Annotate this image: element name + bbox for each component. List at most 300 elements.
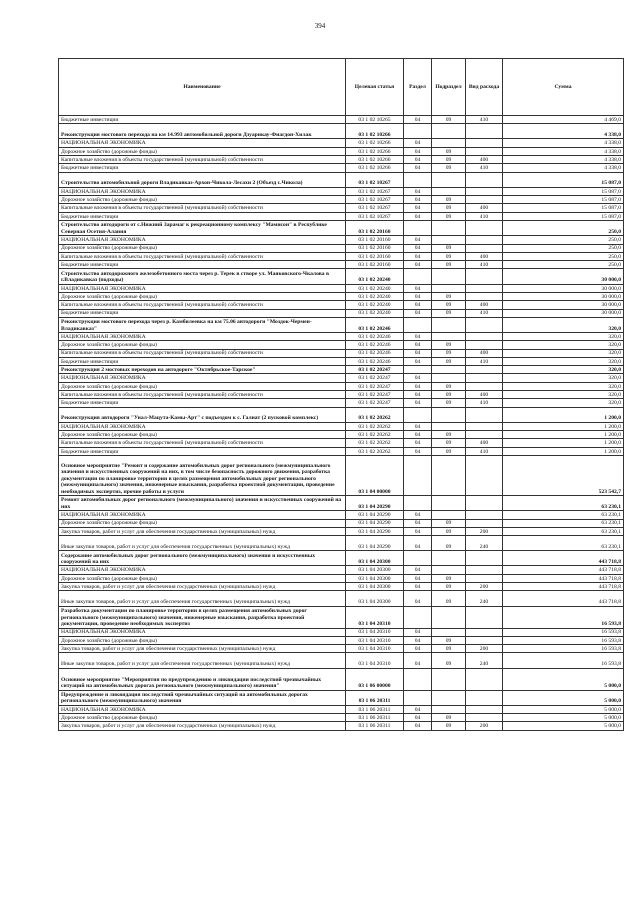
- cell-section: 04: [404, 705, 432, 713]
- table-row: [59, 551, 624, 566]
- cell-name: НАЦИОНАЛЬНАЯ ЭКОНОМИКА: [59, 628, 346, 636]
- cell-section: 04: [404, 527, 432, 535]
- table-row: [59, 366, 624, 374]
- cell-section: 04: [404, 391, 432, 399]
- table-row: [59, 722, 624, 730]
- cell-section: 04: [404, 284, 432, 292]
- table-row: [59, 447, 624, 455]
- cell-type: 200: [466, 527, 503, 535]
- cell-type: [466, 690, 503, 705]
- cell-code: 03 1 04 20290: [346, 536, 404, 551]
- cell-code: 03 1 02 20160: [346, 244, 404, 252]
- cell-subsection: 09: [432, 447, 466, 455]
- cell-name: Бюджетные инвестиции: [59, 447, 346, 455]
- cell-type: [466, 574, 503, 582]
- cell-type: 200: [466, 583, 503, 591]
- table-row: [59, 574, 624, 582]
- cell-code: 03 1 02 10267: [346, 172, 404, 187]
- cell-name: НАЦИОНАЛЬНАЯ ЭКОНОМИКА: [59, 422, 346, 430]
- cell-sum: 250,0: [503, 261, 624, 269]
- table-row: [59, 527, 624, 535]
- cell-code: 03 1 04 20310: [346, 628, 404, 636]
- cell-name: Реконструкция 2 мостовых переходов на автодороге "Октябрьское-Тарское": [59, 366, 346, 374]
- cell-code: 03 1 02 10266: [346, 139, 404, 147]
- cell-subsection: 09: [432, 653, 466, 668]
- cell-sum: 5 000,0: [503, 722, 624, 730]
- cell-type: 410: [466, 309, 503, 317]
- header-subsection: Подраздел: [432, 59, 466, 116]
- cell-type: 400: [466, 204, 503, 212]
- cell-name: Бюджетные инвестиции: [59, 309, 346, 317]
- cell-section: [404, 124, 432, 139]
- cell-section: [404, 456, 432, 496]
- cell-sum: 320,0: [503, 399, 624, 407]
- cell-sum: 16 593,8: [503, 653, 624, 668]
- cell-subsection: 09: [432, 261, 466, 269]
- table-row: [59, 269, 624, 284]
- cell-section: [404, 551, 432, 566]
- cell-name: Дорожное хозяйство (дорожные фонды): [59, 244, 346, 252]
- cell-subsection: [432, 496, 466, 511]
- cell-name: НАЦИОНАЛЬНАЯ ЭКОНОМИКА: [59, 511, 346, 519]
- cell-sum: 16 593,8: [503, 645, 624, 653]
- cell-name: Дорожное хозяйство (дорожные фонды): [59, 382, 346, 390]
- cell-name: Строительство автодорожного железобетонного моста через р. Терек в створе ул. Маяковского-Чкалова в г.Владикавказ (подходы): [59, 269, 346, 284]
- cell-subsection: 09: [432, 212, 466, 220]
- cell-sum: 523 542,7: [503, 456, 624, 496]
- cell-name: Дорожное хозяйство (дорожные фонды): [59, 431, 346, 439]
- cell-code: 03 1 02 20262: [346, 447, 404, 455]
- header-type: Вид расхода: [466, 59, 503, 116]
- cell-subsection: 09: [432, 341, 466, 349]
- table-row: [59, 391, 624, 399]
- header-sum: Сумма: [503, 59, 624, 116]
- table-row: [59, 341, 624, 349]
- cell-section: 04: [404, 439, 432, 447]
- cell-section: 04: [404, 447, 432, 455]
- cell-code: 03 1 02 20247: [346, 382, 404, 390]
- cell-sum: 63 230,1: [503, 496, 624, 511]
- cell-subsection: 09: [432, 399, 466, 407]
- cell-sum: 443 718,8: [503, 551, 624, 566]
- table-row: [59, 309, 624, 317]
- cell-type: 410: [466, 357, 503, 365]
- cell-subsection: 09: [432, 714, 466, 722]
- cell-code: 03 1 02 10266: [346, 164, 404, 172]
- table-row: [59, 204, 624, 212]
- cell-name: Бюджетные инвестиции: [59, 357, 346, 365]
- table-row: [59, 566, 624, 574]
- table-row: [59, 519, 624, 527]
- cell-subsection: 09: [432, 147, 466, 155]
- cell-name: Дорожное хозяйство (дорожные фонды): [59, 196, 346, 204]
- cell-type: [466, 332, 503, 340]
- header-code: Целевая статья: [346, 59, 404, 116]
- cell-subsection: 09: [432, 636, 466, 644]
- cell-subsection: [432, 690, 466, 705]
- cell-subsection: [432, 407, 466, 422]
- cell-sum: 16 593,8: [503, 628, 624, 636]
- cell-code: 03 1 02 20262: [346, 422, 404, 430]
- cell-sum: 30 000,0: [503, 284, 624, 292]
- cell-subsection: [432, 456, 466, 496]
- cell-name: НАЦИОНАЛЬНАЯ ЭКОНОМИКА: [59, 139, 346, 147]
- cell-subsection: 09: [432, 645, 466, 653]
- cell-name: Дорожное хозяйство (дорожные фонды): [59, 714, 346, 722]
- cell-type: [466, 124, 503, 139]
- cell-code: 03 1 06 00000: [346, 668, 404, 690]
- cell-code: 03 1 02 20246: [346, 349, 404, 357]
- cell-sum: 15 087,0: [503, 196, 624, 204]
- cell-code: 03 1 02 10267: [346, 204, 404, 212]
- table-row: [59, 116, 624, 124]
- cell-name: НАЦИОНАЛЬНАЯ ЭКОНОМИКА: [59, 705, 346, 713]
- table-row: [59, 187, 624, 195]
- table-row: [59, 147, 624, 155]
- cell-section: 04: [404, 431, 432, 439]
- cell-name: Основное мероприятие "Ремонт и содержание автомобильных дорог регионального (межмуниципального значения и искусственных сооружений на них, в том числе безопасность дорожного движения, разработка документации по планировке территории в целях размещения автомобильных дорог регионального (межмуниципального) значения, инженерные изыскания, разработка проектной документации, проведение необходимых экспертиз, прочие работы и услуги: [59, 456, 346, 496]
- cell-type: 410: [466, 399, 503, 407]
- cell-code: 03 1 02 20160: [346, 221, 404, 236]
- cell-subsection: [432, 172, 466, 187]
- cell-code: 03 1 04 20300: [346, 551, 404, 566]
- cell-name: Капитальные вложения в объекты государственной (муниципальной) собственности: [59, 439, 346, 447]
- cell-section: 04: [404, 382, 432, 390]
- cell-type: 240: [466, 653, 503, 668]
- cell-code: 03 1 02 20240: [346, 269, 404, 284]
- cell-code: 03 1 04 20310: [346, 645, 404, 653]
- cell-sum: 63 230,1: [503, 519, 624, 527]
- cell-subsection: 09: [432, 722, 466, 730]
- cell-name: Бюджетные инвестиции: [59, 261, 346, 269]
- cell-code: 03 1 04 20300: [346, 574, 404, 582]
- cell-type: [466, 269, 503, 284]
- cell-subsection: [432, 606, 466, 628]
- cell-name: Основное мероприятие "Мероприятия по предупреждению и ликвидации последствий чрезвычайных ситуаций на автомобильных дорогах регионального (межмуниципального) значения": [59, 668, 346, 690]
- cell-subsection: [432, 374, 466, 382]
- cell-name: Капитальные вложения в объекты государственной (муниципальной) собственности: [59, 156, 346, 164]
- cell-sum: 320,0: [503, 357, 624, 365]
- cell-sum: 1 200,0: [503, 407, 624, 422]
- cell-subsection: 09: [432, 204, 466, 212]
- table-row: [59, 636, 624, 644]
- cell-type: 400: [466, 391, 503, 399]
- cell-section: [404, 172, 432, 187]
- cell-section: 04: [404, 147, 432, 155]
- cell-sum: 4 469,0: [503, 116, 624, 124]
- cell-type: [466, 606, 503, 628]
- cell-sum: 15 087,0: [503, 212, 624, 220]
- table-row: [59, 422, 624, 430]
- cell-code: 03 1 02 20240: [346, 292, 404, 300]
- cell-name: НАЦИОНАЛЬНАЯ ЭКОНОМИКА: [59, 566, 346, 574]
- cell-name: Ремонт автомобильных дорог регионального (межмуниципального) значения и искусственных сооружений на них: [59, 496, 346, 511]
- cell-code: 03 1 02 10265: [346, 116, 404, 124]
- header-section: Раздел: [404, 59, 432, 116]
- cell-type: [466, 196, 503, 204]
- cell-name: Капитальные вложения в объекты государственной (муниципальной) собственности: [59, 391, 346, 399]
- cell-section: 04: [404, 536, 432, 551]
- cell-type: 410: [466, 164, 503, 172]
- cell-subsection: 09: [432, 292, 466, 300]
- cell-section: 04: [404, 164, 432, 172]
- cell-sum: 320,0: [503, 366, 624, 374]
- table-row: [59, 221, 624, 236]
- cell-name: Капитальные вложения в объекты государственной (муниципальной) собственности: [59, 204, 346, 212]
- table-row: [59, 252, 624, 260]
- cell-name: Закупка товаров, работ и услуг для обеспечения государственных (муниципальных) нужд: [59, 722, 346, 730]
- cell-code: 03 1 02 10267: [346, 196, 404, 204]
- cell-subsection: [432, 668, 466, 690]
- cell-subsection: [432, 139, 466, 147]
- cell-sum: 63 230,1: [503, 536, 624, 551]
- cell-section: 04: [404, 156, 432, 164]
- cell-name: Реконструкция мостового перехода на км 14.993 автомобильной дороги Дзуарикау-Фиагдон-Хилак: [59, 124, 346, 139]
- cell-subsection: 09: [432, 431, 466, 439]
- cell-type: [466, 496, 503, 511]
- cell-code: 03 1 04 20290: [346, 519, 404, 527]
- table-row: [59, 714, 624, 722]
- cell-type: [466, 422, 503, 430]
- cell-sum: 15 087,0: [503, 187, 624, 195]
- cell-section: 04: [404, 196, 432, 204]
- cell-subsection: 09: [432, 349, 466, 357]
- cell-type: 400: [466, 439, 503, 447]
- cell-sum: 4 338,0: [503, 139, 624, 147]
- cell-sum: 15 087,0: [503, 204, 624, 212]
- cell-section: [404, 317, 432, 332]
- cell-subsection: [432, 551, 466, 566]
- cell-code: 03 1 02 20246: [346, 341, 404, 349]
- cell-section: 04: [404, 292, 432, 300]
- cell-subsection: 09: [432, 591, 466, 606]
- cell-type: [466, 147, 503, 155]
- cell-code: 03 1 02 20246: [346, 317, 404, 332]
- cell-section: 04: [404, 116, 432, 124]
- cell-sum: 4 338,0: [503, 124, 624, 139]
- cell-name: Бюджетные инвестиции: [59, 212, 346, 220]
- cell-code: 03 1 04 20310: [346, 606, 404, 628]
- cell-name: НАЦИОНАЛЬНАЯ ЭКОНОМИКА: [59, 374, 346, 382]
- table-row: [59, 668, 624, 690]
- cell-name: НАЦИОНАЛЬНАЯ ЭКОНОМИКА: [59, 236, 346, 244]
- cell-type: 240: [466, 591, 503, 606]
- cell-section: [404, 606, 432, 628]
- table-row: [59, 244, 624, 252]
- cell-name: Капитальные вложения в объекты государственной (муниципальной) собственности: [59, 252, 346, 260]
- cell-code: 03 1 02 10266: [346, 147, 404, 155]
- cell-sum: 320,0: [503, 341, 624, 349]
- table-row: [59, 606, 624, 628]
- table-row: [59, 172, 624, 187]
- cell-code: 03 1 02 20160: [346, 261, 404, 269]
- table-row: [59, 628, 624, 636]
- cell-subsection: 09: [432, 252, 466, 260]
- cell-sum: 4 338,0: [503, 147, 624, 155]
- cell-type: [466, 407, 503, 422]
- cell-sum: 30 000,0: [503, 301, 624, 309]
- cell-name: Дорожное хозяйство (дорожные фонды): [59, 636, 346, 644]
- cell-section: 04: [404, 261, 432, 269]
- cell-sum: 1 200,0: [503, 447, 624, 455]
- cell-sum: 5 000,0: [503, 714, 624, 722]
- cell-section: 04: [404, 204, 432, 212]
- table-body: [59, 116, 624, 731]
- page-number: 394: [314, 22, 326, 30]
- table-row: [59, 583, 624, 591]
- cell-code: 03 1 02 20262: [346, 439, 404, 447]
- cell-subsection: 09: [432, 164, 466, 172]
- cell-section: 04: [404, 519, 432, 527]
- cell-sum: 16 593,8: [503, 606, 624, 628]
- cell-type: [466, 382, 503, 390]
- cell-section: [404, 269, 432, 284]
- cell-section: 04: [404, 714, 432, 722]
- cell-sum: 5 000,0: [503, 705, 624, 713]
- cell-name: Капитальные вложения в объекты государственной (муниципальной) собственности: [59, 301, 346, 309]
- cell-section: 04: [404, 357, 432, 365]
- cell-section: [404, 407, 432, 422]
- cell-type: [466, 566, 503, 574]
- cell-subsection: 09: [432, 116, 466, 124]
- cell-code: 03 1 04 20310: [346, 653, 404, 668]
- table-row: [59, 496, 624, 511]
- cell-sum: 1 200,0: [503, 431, 624, 439]
- cell-name: Строительство автодороги от с.Нижний Зарамаг к рекреационному комплексу "Мамисон" в Республике Северная Осетия-Алания: [59, 221, 346, 236]
- cell-type: [466, 714, 503, 722]
- cell-subsection: 09: [432, 156, 466, 164]
- table-row: [59, 212, 624, 220]
- cell-type: [466, 317, 503, 332]
- cell-name: Разработка документации по планировке территории в целях размещения автомобильных дорог регионального (межмуниципального) значения, инженерные изыскания, разработка проектной документации, проведение необходимых экспертиз: [59, 606, 346, 628]
- cell-name: Предупреждение и ликвидация последствий чрезвычайных ситуаций на автомобильных дорогах регионального (межмуниципального) значения: [59, 690, 346, 705]
- cell-sum: 4 338,0: [503, 156, 624, 164]
- table-row: [59, 690, 624, 705]
- cell-type: [466, 221, 503, 236]
- cell-section: 04: [404, 244, 432, 252]
- cell-sum: 15 087,0: [503, 172, 624, 187]
- cell-type: 200: [466, 645, 503, 653]
- cell-code: 03 1 02 20246: [346, 357, 404, 365]
- cell-sum: 320,0: [503, 349, 624, 357]
- cell-code: 03 1 04 20290: [346, 496, 404, 511]
- cell-code: 03 1 04 20290: [346, 511, 404, 519]
- cell-sum: 1 200,0: [503, 439, 624, 447]
- cell-code: 03 1 02 20262: [346, 407, 404, 422]
- cell-code: 03 1 02 20160: [346, 252, 404, 260]
- cell-name: Дорожное хозяйство (дорожные фонды): [59, 292, 346, 300]
- cell-sum: 30 000,0: [503, 292, 624, 300]
- cell-section: 04: [404, 301, 432, 309]
- header-name: Наименование: [59, 59, 346, 116]
- cell-sum: 320,0: [503, 382, 624, 390]
- cell-subsection: [432, 187, 466, 195]
- cell-code: 03 1 02 10266: [346, 124, 404, 139]
- cell-type: [466, 374, 503, 382]
- cell-code: 03 1 06 20311: [346, 690, 404, 705]
- cell-name: Закупка товаров, работ и услуг для обеспечения государственных (муниципальных) нужд: [59, 645, 346, 653]
- cell-name: НАЦИОНАЛЬНАЯ ЭКОНОМИКА: [59, 187, 346, 195]
- table-row: [59, 357, 624, 365]
- cell-section: 04: [404, 236, 432, 244]
- cell-type: [466, 511, 503, 519]
- cell-section: [404, 690, 432, 705]
- cell-type: [466, 431, 503, 439]
- cell-sum: 5 000,0: [503, 668, 624, 690]
- cell-name: Дорожное хозяйство (дорожные фонды): [59, 574, 346, 582]
- cell-subsection: [432, 705, 466, 713]
- cell-type: [466, 172, 503, 187]
- cell-sum: 30 000,0: [503, 269, 624, 284]
- cell-subsection: 09: [432, 439, 466, 447]
- cell-code: 03 1 02 20240: [346, 284, 404, 292]
- cell-code: 03 1 02 10267: [346, 187, 404, 195]
- cell-subsection: 09: [432, 574, 466, 582]
- table-row: [59, 139, 624, 147]
- cell-name: Дорожное хозяйство (дорожные фонды): [59, 147, 346, 155]
- cell-code: 03 1 04 20300: [346, 566, 404, 574]
- cell-sum: 63 230,1: [503, 527, 624, 535]
- cell-subsection: 09: [432, 519, 466, 527]
- cell-subsection: 09: [432, 357, 466, 365]
- table-row: [59, 164, 624, 172]
- cell-subsection: 09: [432, 391, 466, 399]
- table-row: [59, 124, 624, 139]
- table-row: [59, 261, 624, 269]
- cell-subsection: [432, 236, 466, 244]
- cell-subsection: 09: [432, 382, 466, 390]
- cell-code: 03 1 02 20247: [346, 391, 404, 399]
- cell-sum: 1 200,0: [503, 422, 624, 430]
- cell-name: Дорожное хозяйство (дорожные фонды): [59, 519, 346, 527]
- table-header-row: [59, 59, 624, 116]
- cell-name: Закупка товаров, работ и услуг для обеспечения государственных (муниципальных) нужд: [59, 583, 346, 591]
- cell-sum: 250,0: [503, 244, 624, 252]
- cell-type: [466, 139, 503, 147]
- cell-subsection: 09: [432, 196, 466, 204]
- cell-code: 03 1 04 20310: [346, 636, 404, 644]
- table-row: [59, 301, 624, 309]
- cell-subsection: [432, 317, 466, 332]
- cell-type: [466, 628, 503, 636]
- cell-name: НАЦИОНАЛЬНАЯ ЭКОНОМИКА: [59, 284, 346, 292]
- cell-code: 03 1 02 10266: [346, 156, 404, 164]
- cell-type: 400: [466, 349, 503, 357]
- table-row: [59, 705, 624, 713]
- cell-sum: 4 338,0: [503, 164, 624, 172]
- table-row: [59, 332, 624, 340]
- cell-name: Дорожное хозяйство (дорожные фонды): [59, 341, 346, 349]
- cell-subsection: [432, 124, 466, 139]
- table-row: [59, 407, 624, 422]
- cell-sum: 250,0: [503, 236, 624, 244]
- cell-type: 410: [466, 261, 503, 269]
- table-row: [59, 511, 624, 519]
- cell-code: 03 1 06 20311: [346, 722, 404, 730]
- cell-code: 03 1 04 20300: [346, 583, 404, 591]
- cell-name: Бюджетные инвестиции: [59, 399, 346, 407]
- cell-type: 400: [466, 301, 503, 309]
- cell-name: Иные закупки товаров, работ и услуг для обеспечения государственных (муниципальных) нужд: [59, 591, 346, 606]
- cell-type: 240: [466, 536, 503, 551]
- cell-code: 03 1 04 20300: [346, 591, 404, 606]
- table-row: [59, 196, 624, 204]
- table-row: [59, 317, 624, 332]
- cell-type: [466, 284, 503, 292]
- cell-sum: 320,0: [503, 317, 624, 332]
- cell-type: [466, 705, 503, 713]
- cell-subsection: 09: [432, 527, 466, 535]
